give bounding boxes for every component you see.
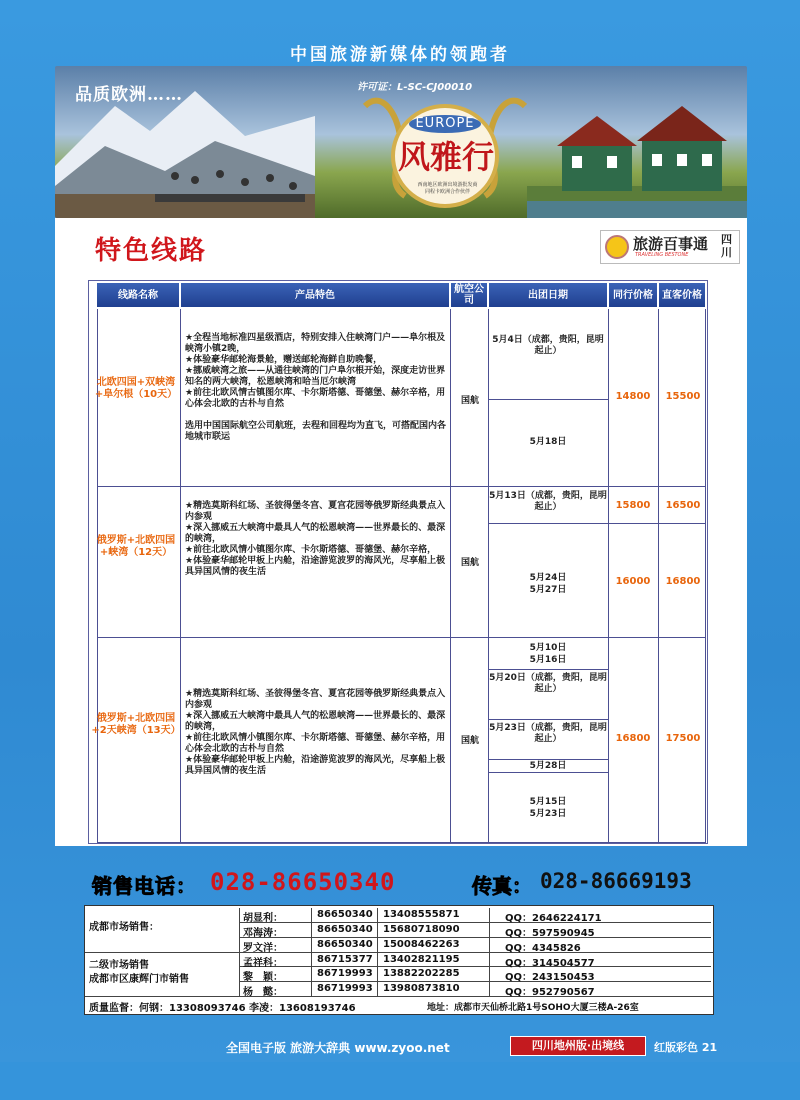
route-features-1 (185, 333, 447, 443)
content-panel (55, 218, 747, 846)
phone-number: 028-86650340 (210, 868, 396, 896)
route-name-1: 北欧四国+双峡湾+阜尔根（10天） (94, 377, 178, 400)
banner (55, 66, 747, 218)
partner-name: 旅游百事通 (633, 235, 709, 253)
fax-number: 028-86669193 (540, 869, 692, 893)
partner-name-en: TRAVELING BESTONE (635, 252, 689, 258)
feature-item: ★精选莫斯科红场、圣彼得堡冬宫、夏宫花园等俄罗斯经典景点入内参观 (185, 689, 446, 710)
partner-region: 四川 (721, 233, 732, 259)
direct-price-2b: 16800 (665, 576, 701, 587)
feature-note: 选用中国国际航空公司航班，去程和回程均为直飞，可搭配国内各地城市联运 (185, 421, 447, 442)
date-3f: 5月15日 (529, 797, 567, 807)
route-name-2: 俄罗斯+北欧四国+峡湾（12天） (96, 535, 176, 558)
sales-contacts (84, 905, 714, 1015)
sales-tel: 86650340 (317, 924, 373, 935)
peer-price-2b: 16000 (615, 576, 651, 587)
footer-badge: 四川地州版·出境线 (510, 1036, 646, 1056)
feature-item: ★全程当地标准四星级酒店，特别安排入住峡湾门户——阜尔根及峡湾小镇2晚， (185, 333, 446, 354)
sales-group-secondary: 二级市场销售 (89, 960, 149, 971)
sales-tel: 86650340 (317, 909, 373, 920)
header-airline: 航空公司 (451, 283, 487, 307)
emblem-subtitle-2: 同程卡欧洲合作伙伴 (424, 189, 470, 195)
footer (226, 1036, 756, 1058)
sales-name: 孟祥科： (243, 958, 283, 969)
peer-price-2a: 15800 (615, 500, 651, 511)
feature-item: ★体验豪华邮轮甲板上内舱，沿途游览波罗的海风光，尽享船上极具异国风情的夜生活 (185, 556, 446, 577)
grid-line (239, 922, 711, 923)
grid-line (450, 309, 451, 843)
peer-price-3: 16800 (615, 733, 651, 744)
direct-price-3: 17500 (665, 733, 701, 744)
feature-item: ★深入挪威五大峡湾中最具人气的松恩峡湾——世界最长的、最深的峡湾， (185, 711, 446, 732)
sales-mobile: 15680718090 (383, 924, 460, 935)
banner-tagline: 品质欧洲…… (75, 85, 183, 105)
date-3g: 5月23日 (529, 809, 567, 819)
date-1b: 5月18日 (529, 437, 567, 447)
header-features: 产品特色 (181, 283, 449, 307)
sales-tel: 86715377 (317, 954, 373, 965)
sales-mobile: 13402821195 (383, 954, 460, 965)
feature-item: ★体验豪华邮轮甲板上内舱，沿途游览波罗的海风光，尽享船上极具异国风情的夜生活 (185, 755, 446, 776)
feature-item: ★挪威峡湾之旅——从通往峡湾的门户阜尔根开始，深度走访世界知名的两大峡湾，松恩峡湾和哈当厄尔峡湾 (185, 366, 446, 387)
date-2c: 5月27日 (529, 585, 567, 595)
feature-item: ★前往北欧风情小镇图尔库、卡尔斯塔德、哥德堡、赫尔辛格， (185, 545, 437, 555)
sales-mobile: 15008462263 (383, 939, 460, 950)
sales-qq: QQ：4345826 (505, 943, 581, 954)
office-address: 地址：成都市天仙桥北路1号SOHO大厦三楼A-26室 (427, 1003, 639, 1013)
row-divider (97, 637, 705, 638)
sales-group-store: 成都市区康辉门市销售 (89, 974, 189, 985)
date-divider (489, 669, 608, 670)
header-direct-price: 直客价格 (659, 283, 705, 307)
direct-price-2a: 16500 (665, 500, 701, 511)
sales-name: 黎 颖： (243, 972, 283, 983)
grid-line (85, 952, 713, 953)
row-divider (97, 842, 705, 843)
partner-mascot-icon (605, 235, 629, 259)
grid-line (85, 996, 713, 997)
sales-mobile: 13980873810 (383, 983, 460, 994)
date-3e: 5月28日 (529, 761, 567, 771)
airline-2: 国航 (460, 558, 479, 568)
contact-row (92, 868, 712, 902)
date-divider (489, 759, 608, 760)
date-3b: 5月16日 (529, 655, 567, 665)
sales-qq: QQ：2646224171 (505, 913, 602, 924)
emblem-europe-text: EUROPE (415, 116, 475, 131)
date-3a: 5月10日 (529, 643, 567, 653)
sales-name: 杨 懿： (243, 987, 283, 998)
row-divider (97, 486, 705, 487)
route-features-2 (185, 501, 447, 578)
sales-mobile: 13882202285 (383, 968, 460, 979)
date-2a: 5月13日（成都，贵阳，昆明起止） (489, 491, 607, 512)
sales-tel: 86719993 (317, 983, 373, 994)
date-divider (489, 399, 608, 400)
brand-name: 风雅行 (397, 138, 494, 176)
header-route: 线路名称 (97, 283, 179, 307)
header-dates: 出团日期 (489, 283, 607, 307)
airline-1: 国航 (460, 396, 479, 406)
date-divider (489, 719, 608, 720)
sales-qq: QQ：952790567 (505, 987, 595, 998)
date-3d: 5月23日（成都，贵阳，昆明起止） (489, 723, 607, 744)
bottom-strip (0, 1062, 800, 1100)
header-peer-price: 同行价格 (609, 283, 657, 307)
emblem-subtitle: 西南地区欧洲出境游批发商 (417, 182, 478, 188)
sales-tel: 86650340 (317, 939, 373, 950)
grid-line (239, 966, 711, 967)
feature-item: ★深入挪威五大峡湾中最具人气的松恩峡湾——世界最长的、最深的峡湾， (185, 523, 446, 544)
feature-item: ★前往北欧风情小镇图尔库、卡尔斯塔德、哥德堡、赫尔辛格，用心体会北欧的古朴与自然 (185, 733, 446, 754)
grid-line (239, 937, 711, 938)
direct-price-1: 15500 (665, 391, 701, 402)
feature-item: ★前往北欧风情古镇图尔库、卡尔斯塔德、哥德堡、赫尔辛格，用心体会北欧的古朴与自然 (185, 388, 446, 409)
fax-label: 传真： (472, 874, 532, 898)
brand-emblem (345, 86, 545, 218)
grid-line (608, 309, 609, 843)
sales-mobile: 13408555871 (383, 909, 460, 920)
sales-name: 邓海涛： (243, 928, 283, 939)
sales-name: 罗文洋： (243, 943, 283, 954)
peer-price-1: 14800 (615, 391, 651, 402)
license-number: 许可证：L-SC-CJ00010 (357, 82, 473, 93)
date-3c: 5月20日（成都，贵阳，昆明起止） (489, 673, 607, 694)
partner-logo (600, 230, 740, 264)
date-2b: 5月24日 (529, 573, 567, 583)
date-divider (489, 772, 608, 773)
feature-item: ★体验豪华邮轮海景舱，赠送邮轮海鲜自助晚餐， (185, 355, 383, 365)
sales-tel: 86719993 (317, 968, 373, 979)
date-divider (489, 523, 705, 524)
phone-label: 销售电话： (92, 874, 197, 898)
route-features-3 (185, 689, 447, 777)
section-title: 特色线路 (95, 236, 208, 266)
footer-page-info: 红版彩色 21 (654, 1041, 718, 1054)
sales-qq: QQ：597590945 (505, 928, 595, 939)
sales-qq: QQ：314504577 (505, 958, 595, 969)
village-scene-image (527, 86, 747, 218)
sales-name: 胡显利： (243, 913, 283, 924)
grid-line (239, 981, 711, 982)
date-1a: 5月4日（成都，贵阳，昆明起止） (492, 335, 604, 356)
sales-group-chengdu: 成都市场销售： (89, 922, 159, 933)
slogan: 中国旅游新媒体的领跑者 (290, 45, 510, 65)
airline-3: 国航 (460, 736, 479, 746)
feature-item: ★精选莫斯科红场、圣彼得堡冬宫、夏宫花园等俄罗斯经典景点入内参观 (185, 501, 446, 522)
footer-edition: 全国电子版 旅游大辞典 www.zyoo.net (226, 1041, 450, 1055)
quality-supervisor: 质量监督：何钢：13308093746 李凌：13608193746 (89, 1003, 356, 1014)
routes-table (88, 280, 708, 844)
sales-qq: QQ：243150453 (505, 972, 595, 983)
route-name-3: 俄罗斯+北欧四国+2天峡湾（13天） (91, 713, 181, 736)
